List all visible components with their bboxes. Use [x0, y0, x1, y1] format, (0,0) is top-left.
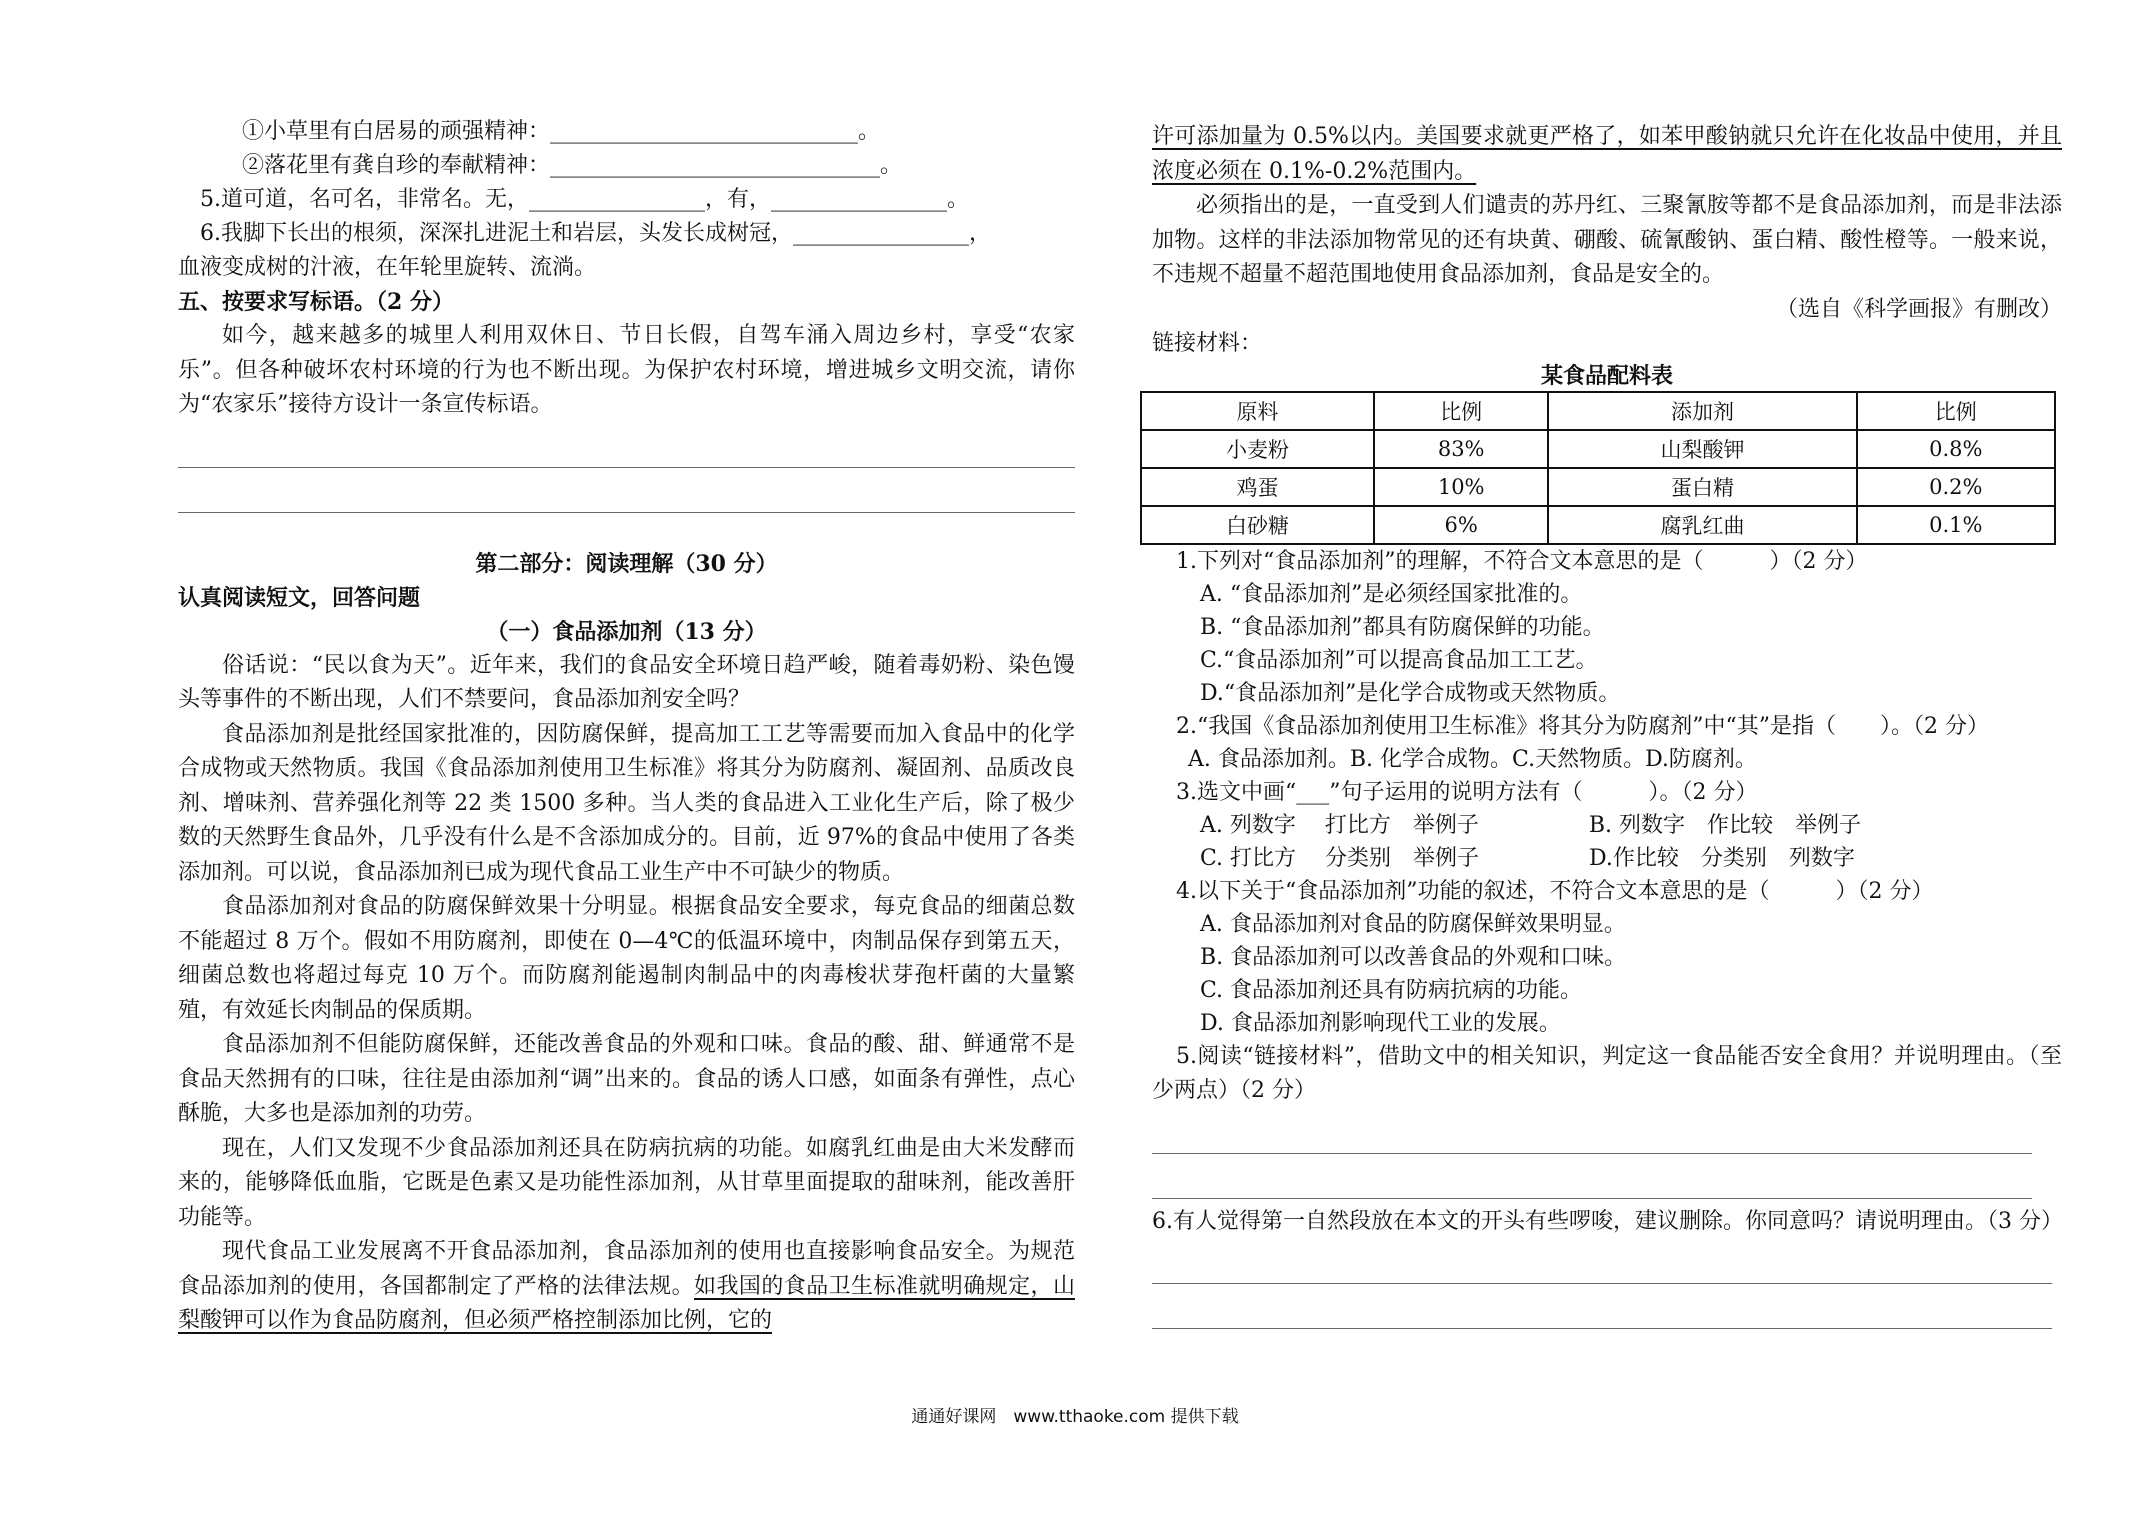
paragraph-6 [178, 1235, 1075, 1339]
question-3-option: C. 打比方 分类别 举例子 D.作比较 分类别 列数字 [1200, 845, 1855, 871]
section5-text: 如今，越来越多的城里人利用双休日、节日长假，自驾车涌入周边乡村，享受“农家乐”。但各种破坏农村环境的行为也不断出现。为保护农村环境，增进城乡文明交流，请你为“农家乐”接待方设计一条宣传标语。 [178, 323, 1075, 417]
footer-credit: 通通好课网 www.tthaoke.com 提供下载 [911, 1407, 1239, 1427]
table-cell: 白砂糖 [1141, 506, 1374, 544]
question-4-option: C. 食品添加剂还具有防病抗病的功能。 [1200, 977, 1583, 1003]
table-header: 比例 [1857, 392, 2055, 430]
reading-instruction: 认真阅读短文，回答问题 [178, 584, 421, 611]
left-column [178, 115, 1075, 1339]
question-6-line2: 血液变成树的汁液，在年轮里旋转、流淌。 [178, 255, 597, 280]
question-3: 3.选文中画“___”句子运用的说明方法有（ ）。（2 分） [1176, 779, 1758, 805]
paragraph-2: 食品添加剂是批经国家批准的，因防腐保鲜，提高加工工艺等需要而加入食品中的化学合成物或天然物质。我国《食品添加剂使用卫生标准》将其分为防腐剂、凝固剂、品质改良剂、增味剂、营养强化剂等 22 类 1500 多种。当人类的食品进入工业化生产后，除了极少数的天然野生食品外，几乎没有什么是不含添加成分的。目前，近 97%的食品中使用了各类添加剂。可以说，食品添加剂已成为现代食品工业生产中不可缺少的物质。 [178, 721, 1075, 885]
question-5: 5.阅读“链接材料”，借助文中的相关知识，判定这一食品能否安全食用？并说明理由。（至少两点）（2 分） [1152, 1043, 2062, 1103]
question-6: 6.有人觉得第一自然段放在本文的开头有些啰唆，建议删除。你同意吗？请说明理由。（3 分） [1152, 1208, 2063, 1234]
paragraph-must: 必须指出的是，一直受到人们谴责的苏丹红、三聚氰胺等都不是食品添加剂，而是非法添加物。这样的非法添加物常见的还有块黄、硼酸、硫氰酸钠、蛋白精、酸性橙等。一般来说，不违规不超量不超范围地使用食品添加剂，食品是安全的。 [1152, 193, 2062, 287]
answer-line[interactable] [178, 423, 1075, 468]
table-header-row [1141, 392, 2055, 430]
question-2: 2.“我国《食品添加剂使用卫生标准》将其分为防腐剂”中“其”是指（ ）。（2 分） [1176, 713, 1989, 739]
fill-item-1: ①小草里有白居易的顽强精神：____________________________。 [242, 119, 881, 144]
answer-line[interactable] [1152, 1109, 2032, 1154]
table-header: 原料 [1141, 392, 1374, 430]
table-cell: 83% [1374, 430, 1548, 468]
ingredient-table [1140, 391, 2056, 545]
fill-item-2: ②落花里有龚自珍的奉献精神：______________________________。 [242, 153, 903, 178]
section5-title: 五、按要求写标语。（2 分） [178, 289, 454, 315]
question-4-option: B. 食品添加剂可以改善食品的外观和口味。 [1200, 944, 1627, 970]
table-title: 某食品配料表 [1540, 362, 1673, 389]
paragraph-5: 现在，人们又发现不少食品添加剂还具在防病抗病的功能。如腐乳红曲是由大米发酵而来的，能够降低血脂，它既是色素又是功能性添加剂，从甘草里面提取的甜味剂，能改善肝功能等。 [178, 1135, 1075, 1230]
continued-underlined: 许可添加量为 0.5%以内。美国要求就更严格了，如苯甲酸钠就只允许在化妆品中使用，并且浓度必须在 0.1%-0.2%范围内。 [1152, 124, 2062, 184]
table-cell: 鸡蛋 [1141, 468, 1374, 506]
question-4-option: D. 食品添加剂影响现代工业的发展。 [1200, 1010, 1561, 1036]
table-row [1141, 506, 2055, 544]
question-2-options: A. 食品添加剂。B. 化学合成物。C.天然物质。D.防腐剂。 [1188, 746, 1757, 772]
table-row [1141, 430, 2055, 468]
table-cell: 小麦粉 [1141, 430, 1374, 468]
question-1: 1.下列对“食品添加剂”的理解，不符合文本意思的是（ ）（2 分） [1176, 548, 1868, 574]
right-column [1152, 120, 2062, 1329]
question-6-line1: 6.我脚下长出的根须，深深扎进泥土和岩层，头发长成树冠，________________， [200, 221, 991, 246]
question-4-option: A. 食品添加剂对食品的防腐保鲜效果明显。 [1200, 911, 1626, 937]
answer-line[interactable] [1152, 1239, 2052, 1284]
answer-line[interactable] [1152, 1154, 2032, 1199]
question-1-option: A. “食品添加剂”是必须经国家批准的。 [1200, 581, 1583, 607]
link-label: 链接材料： [1152, 330, 1263, 356]
article-title: （一）食品添加剂（13 分） [486, 618, 767, 645]
question-3-option: A. 列数字 打比方 举例子 B. 列数字 作比较 举例子 [1200, 812, 1862, 838]
answer-line[interactable] [1152, 1284, 2052, 1329]
paragraph-1: 俗话说：“民以食为天”。近年来，我们的食品安全环境日趋严峻，随着毒奶粉、染色馒头等事件的不断出现，人们不禁要问，食品添加剂安全吗？ [178, 652, 1075, 712]
table-cell: 10% [1374, 468, 1548, 506]
table-cell: 蛋白精 [1548, 468, 1856, 506]
table-cell: 0.1% [1857, 506, 2055, 544]
part2-title: 第二部分：阅读理解（30 分） [475, 550, 778, 577]
table-header: 比例 [1374, 392, 1548, 430]
question-1-option: D.“食品添加剂”是化学合成物或天然物质。 [1200, 680, 1621, 706]
table-cell: 山梨酸钾 [1548, 430, 1856, 468]
question-4: 4.以下关于“食品添加剂”功能的叙述，不符合文本意思的是（ ）（2 分） [1176, 878, 1934, 904]
answer-line[interactable] [178, 468, 1075, 513]
table-cell: 6% [1374, 506, 1548, 544]
source-note: （选自《科学画报》有删改） [1775, 296, 2062, 322]
paragraph-6-plain: 现代食品工业发展离不开食品添加剂，食品添加剂的使用也直接影响食品安全。为规范食品添加剂的使用，各国都制定了严格的法律法规。 [178, 1239, 1075, 1299]
question-1-option: B. “食品添加剂”都具有防腐保鲜的功能。 [1200, 614, 1605, 640]
table-cell: 腐乳红曲 [1548, 506, 1856, 544]
table-cell: 0.8% [1857, 430, 2055, 468]
question-5: 5.道可道，名可名，非常名。无，________________，有，________________。 [200, 187, 969, 212]
paragraph-4: 食品添加剂不但能防腐保鲜，还能改善食品的外观和口味。食品的酸、甜、鲜通常不是食品天然拥有的口味，往往是由添加剂“调”出来的。食品的诱人口感，如面条有弹性，点心酥脆，大多也是添加剂的功劳。 [178, 1032, 1075, 1126]
table-header: 添加剂 [1548, 392, 1856, 430]
table-cell: 0.2% [1857, 468, 2055, 506]
paragraph-6-underlined: 如我国的食品卫生标准就明确规定，山梨酸钾可以作为食品防腐剂，但必须严格控制添加比例，它的 [178, 1273, 1075, 1333]
table-row [1141, 468, 2055, 506]
question-1-option: C.“食品添加剂”可以提高食品加工工艺。 [1200, 647, 1598, 673]
paragraph-3: 食品添加剂对食品的防腐保鲜效果十分明显。根据食品安全要求，每克食品的细菌总数不能超过 8 万个。假如不用防腐剂，即使在 0—4℃的低温环境中，肉制品保存到第五天，细菌总数也将超过每克 10 万个。而防腐剂能遏制肉制品中的肉毒梭状芽孢杆菌的大量繁殖，有效延长肉制品的保质期。 [178, 894, 1075, 1023]
